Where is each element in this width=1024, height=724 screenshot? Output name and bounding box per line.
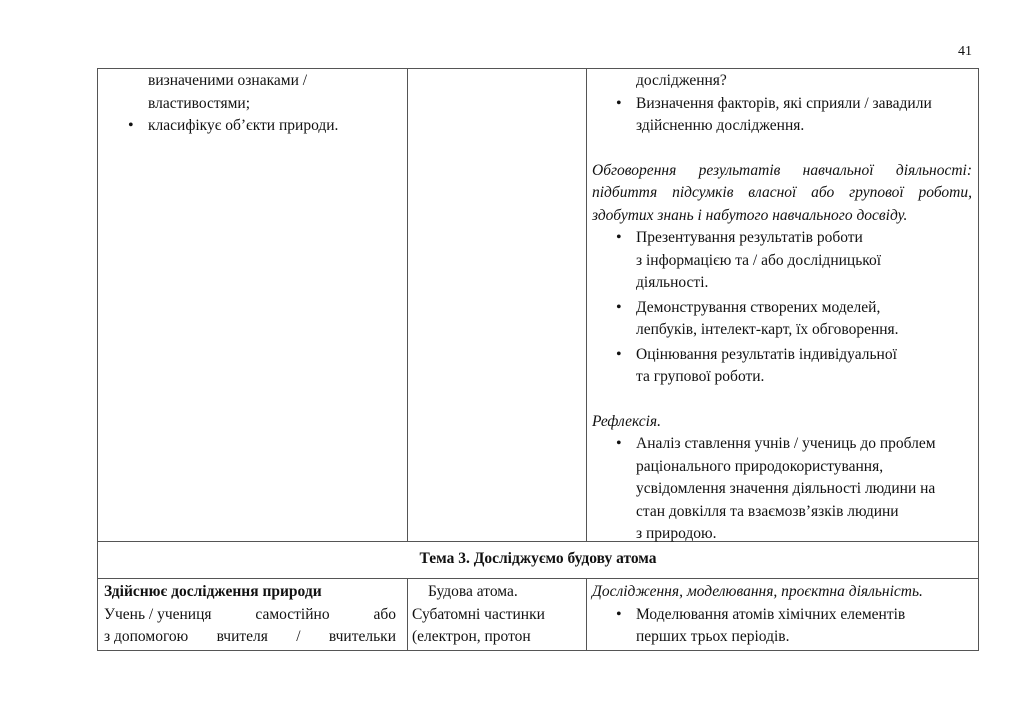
word: /	[296, 628, 301, 645]
list-item-line: діяльності.	[636, 274, 709, 291]
list-item-line: • Аналіз ставлення учнів / учениць до проблем	[636, 435, 936, 452]
discussion-heading: Обговорення результатів навчальної діяльності: підбиття підсумків власної або групової роботи, здобутих знань і набутого навчального досвіду.	[592, 161, 972, 224]
list-item	[592, 227, 972, 295]
list-item	[592, 93, 972, 138]
column-divider-2	[586, 69, 587, 541]
word: або	[373, 605, 396, 623]
bottom-col3-heading: Дослідження, моделювання, проєктна діяльність.	[592, 583, 923, 600]
list-item-line: усвідомлення значення діяльності людини на	[636, 480, 936, 497]
list-item-line: • Визначення факторів, які сприяли / завадили	[636, 94, 932, 112]
list-item-text: класифікує об’єкти природи.	[148, 117, 339, 134]
list-item-line: перших трьох періодів.	[636, 628, 790, 645]
column-divider-4	[586, 578, 587, 651]
text-line: (електрон, протон	[412, 628, 531, 645]
list-item	[592, 433, 972, 546]
text-line	[104, 626, 396, 649]
text-line	[104, 604, 396, 627]
text-line: Будова атома.	[428, 583, 518, 600]
list-item-line: з інформацією та / або дослідницької	[636, 251, 882, 269]
bottom-col1-heading: Здійснює дослідження природи	[104, 583, 322, 600]
discussion-bullet-list	[592, 227, 972, 389]
bottom-row-col3	[592, 581, 972, 649]
bullet-list	[592, 604, 972, 649]
page-number: 41	[958, 44, 972, 59]
column-divider-1	[407, 69, 408, 541]
column-divider-3	[407, 578, 408, 651]
list-item-line: з природою.	[636, 525, 717, 542]
bullet-list	[104, 115, 404, 138]
list-item-line: раціонального природокористування,	[636, 457, 884, 475]
word: Учень / учениця	[104, 605, 212, 623]
list-item-line: здійсненню дослідження.	[636, 117, 805, 134]
list-item-line: • Презентування результатів роботи	[636, 229, 863, 246]
section-title: Тема 3. Досліджуємо будову атома	[419, 550, 657, 567]
reflection-heading: Рефлексія.	[592, 412, 661, 430]
list-item	[592, 604, 972, 649]
text-line: дослідження?	[636, 72, 727, 89]
word: вчительки	[328, 628, 396, 645]
list-item-line: стан довкілля та взаємозв’язків людини	[636, 502, 899, 520]
list-item-line: • Оцінювання результатів індивідуальної	[636, 345, 897, 363]
row-divider-2	[98, 578, 978, 579]
text-line: Субатомні частинки	[412, 605, 545, 623]
top-row-col1	[104, 70, 404, 138]
list-item-line: • Моделювання атомів хімічних елементів	[636, 605, 906, 623]
list-item-line: лепбуків, інтелект-карт, їх обговорення.	[636, 321, 899, 338]
curriculum-table	[97, 68, 979, 651]
word: з допомогою	[104, 628, 189, 645]
list-item-line: • Демонстрування створених моделей,	[636, 298, 881, 316]
word: вчителя	[216, 628, 268, 645]
top-row-col3	[592, 70, 972, 546]
list-item-line: та групової роботи.	[636, 368, 765, 385]
text-line: властивостями;	[148, 94, 251, 112]
bottom-row-col1	[104, 581, 396, 649]
text-line: визначеними ознаками /	[148, 72, 308, 89]
list-item	[104, 115, 404, 138]
reflection-bullet-list	[592, 433, 972, 546]
bottom-row-col2	[412, 581, 584, 649]
word: самостійно	[255, 605, 330, 623]
bullet-list	[592, 93, 972, 138]
list-item	[592, 344, 972, 389]
list-item	[592, 297, 972, 342]
